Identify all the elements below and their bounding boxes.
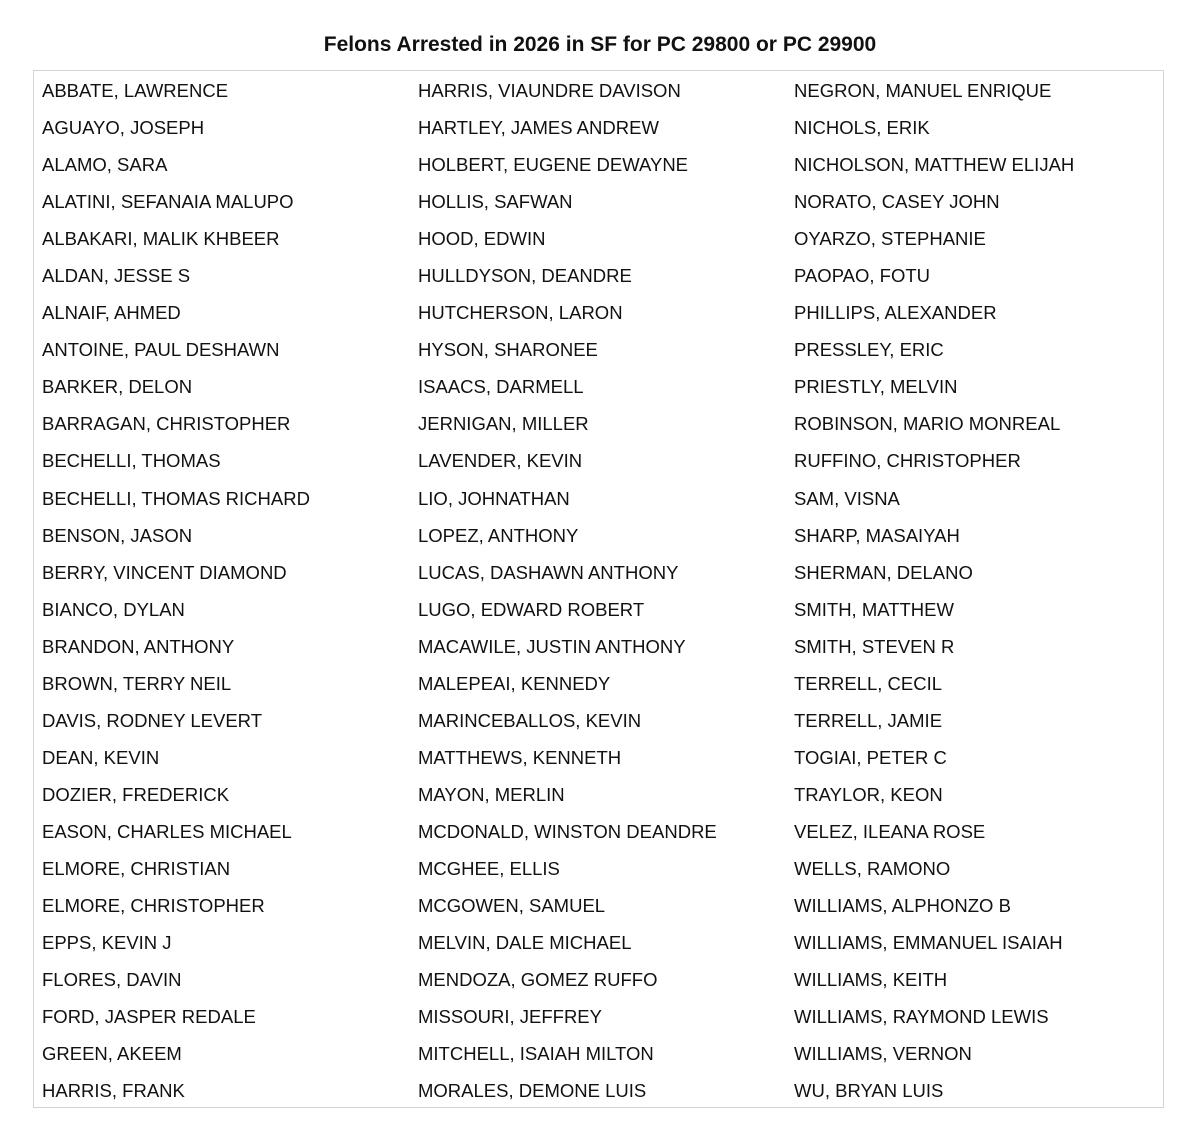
name-cell: LUGO, EDWARD ROBERT (418, 598, 645, 620)
name-cell: WILLIAMS, KEITH (794, 969, 948, 991)
name-cell: RUFFINO, CHRISTOPHER (794, 450, 1021, 472)
name-cell: BERRY, VINCENT DIAMOND (42, 561, 287, 583)
name-cell: DOZIER, FREDERICK (42, 783, 230, 805)
name-cell: AGUAYO, JOSEPH (42, 117, 205, 139)
name-cell: HYSON, SHARONEE (418, 339, 598, 361)
name-cell: WU, BRYAN LUIS (794, 1080, 944, 1102)
name-cell: WILLIAMS, VERNON (794, 1043, 972, 1065)
name-cell: OYARZO, STEPHANIE (794, 228, 986, 250)
name-cell: LIO, JOHNATHAN (418, 487, 570, 509)
name-cell: HULLDYSON, DEANDRE (418, 265, 632, 287)
name-cell: MISSOURI, JEFFREY (418, 1006, 602, 1028)
name-cell: GREEN, AKEEM (42, 1043, 182, 1065)
names-column-2 (418, 72, 788, 1109)
names-table (33, 70, 1164, 1108)
name-cell: HARTLEY, JAMES ANDREW (418, 117, 659, 139)
name-cell: ALAMO, SARA (42, 154, 168, 176)
name-cell: SMITH, MATTHEW (794, 598, 954, 620)
name-cell: ISAACS, DARMELL (418, 376, 584, 398)
name-cell: MCDONALD, WINSTON DEANDRE (418, 820, 717, 842)
name-cell: NICHOLS, ERIK (794, 117, 930, 139)
name-cell: MORALES, DEMONE LUIS (418, 1080, 647, 1102)
name-cell: BECHELLI, THOMAS RICHARD (42, 487, 310, 509)
name-cell: TRAYLOR, KEON (794, 783, 943, 805)
name-cell: ABBATE, LAWRENCE (42, 80, 229, 101)
name-cell: ELMORE, CHRISTOPHER (42, 895, 265, 917)
name-cell: DEAN, KEVIN (42, 746, 160, 768)
name-cell: MCGHEE, ELLIS (418, 857, 560, 879)
name-cell: ELMORE, CHRISTIAN (42, 857, 231, 879)
names-column-3 (794, 72, 1164, 1109)
name-cell: TERRELL, JAMIE (794, 709, 943, 731)
name-cell: ROBINSON, MARIO MONREAL (794, 413, 1061, 435)
name-cell: MAYON, MERLIN (418, 783, 565, 805)
name-cell: PRIESTLY, MELVIN (794, 376, 958, 398)
name-cell: FLORES, DAVIN (42, 969, 182, 991)
name-cell: ALBAKARI, MALIK KHBEER (42, 228, 280, 250)
name-cell: SHARP, MASAIYAH (794, 524, 960, 546)
name-cell: MITCHELL, ISAIAH MILTON (418, 1043, 654, 1065)
name-cell: WILLIAMS, RAYMOND LEWIS (794, 1006, 1049, 1028)
name-cell: SHERMAN, DELANO (794, 561, 973, 583)
name-cell: BENSON, JASON (42, 524, 193, 546)
name-cell: MACAWILE, JUSTIN ANTHONY (418, 635, 686, 657)
name-cell: SAM, VISNA (794, 487, 900, 509)
name-cell: TOGIAI, PETER C (794, 746, 947, 768)
name-cell: PHILLIPS, ALEXANDER (794, 302, 997, 324)
name-cell: ALATINI, SEFANAIA MALUPO (42, 191, 294, 213)
name-cell: HOOD, EDWIN (418, 228, 546, 250)
name-cell: NICHOLSON, MATTHEW ELIJAH (794, 154, 1075, 176)
name-cell: HUTCHERSON, LARON (418, 302, 623, 324)
name-cell: MCGOWEN, SAMUEL (418, 895, 606, 917)
name-cell: LUCAS, DASHAWN ANTHONY (418, 561, 679, 583)
name-cell: HOLLIS, SAFWAN (418, 191, 573, 213)
name-cell: MENDOZA, GOMEZ RUFFO (418, 969, 658, 991)
name-cell: TERRELL, CECIL (794, 672, 943, 694)
name-cell: ANTOINE, PAUL DESHAWN (42, 339, 280, 361)
name-cell: BRANDON, ANTHONY (42, 635, 235, 657)
name-cell: HARRIS, FRANK (42, 1080, 185, 1102)
name-cell: EASON, CHARLES MICHAEL (42, 820, 292, 842)
name-cell: VELEZ, ILEANA ROSE (794, 820, 986, 842)
name-cell: JERNIGAN, MILLER (418, 413, 589, 435)
name-cell: BROWN, TERRY NEIL (42, 672, 232, 694)
name-cell: LOPEZ, ANTHONY (418, 524, 579, 546)
name-cell: NEGRON, MANUEL ENRIQUE (794, 80, 1052, 101)
name-cell: HOLBERT, EUGENE DEWAYNE (418, 154, 689, 176)
name-cell: BIANCO, DYLAN (42, 598, 185, 620)
name-cell: ALDAN, JESSE S (42, 265, 191, 287)
name-cell: HARRIS, VIAUNDRE DAVISON (418, 80, 681, 101)
name-cell: DAVIS, RODNEY LEVERT (42, 709, 263, 731)
name-cell: SMITH, STEVEN R (794, 635, 955, 657)
name-cell: PAOPAO, FOTU (794, 265, 931, 287)
name-cell: WELLS, RAMONO (794, 857, 951, 879)
name-cell: LAVENDER, KEVIN (418, 450, 583, 472)
name-cell: WILLIAMS, EMMANUEL ISAIAH (794, 932, 1063, 954)
name-cell: BARKER, DELON (42, 376, 193, 398)
name-cell: ALNAIF, AHMED (42, 302, 181, 324)
name-cell: EPPS, KEVIN J (42, 932, 172, 954)
name-cell: FORD, JASPER REDALE (42, 1006, 256, 1028)
name-cell: WILLIAMS, ALPHONZO B (794, 895, 1011, 917)
name-cell: MELVIN, DALE MICHAEL (418, 932, 632, 954)
name-cell: BECHELLI, THOMAS (42, 450, 221, 472)
name-cell: MALEPEAI, KENNEDY (418, 672, 611, 694)
name-cell: MATTHEWS, KENNETH (418, 746, 622, 768)
name-cell: BARRAGAN, CHRISTOPHER (42, 413, 291, 435)
name-cell: PRESSLEY, ERIC (794, 339, 944, 361)
name-cell: NORATO, CASEY JOHN (794, 191, 1000, 213)
name-cell: MARINCEBALLOS, KEVIN (418, 709, 642, 731)
names-column-1 (42, 72, 412, 1109)
page-title: Felons Arrested in 2026 in SF for PC 29800 or PC 29900 (323, 33, 877, 56)
